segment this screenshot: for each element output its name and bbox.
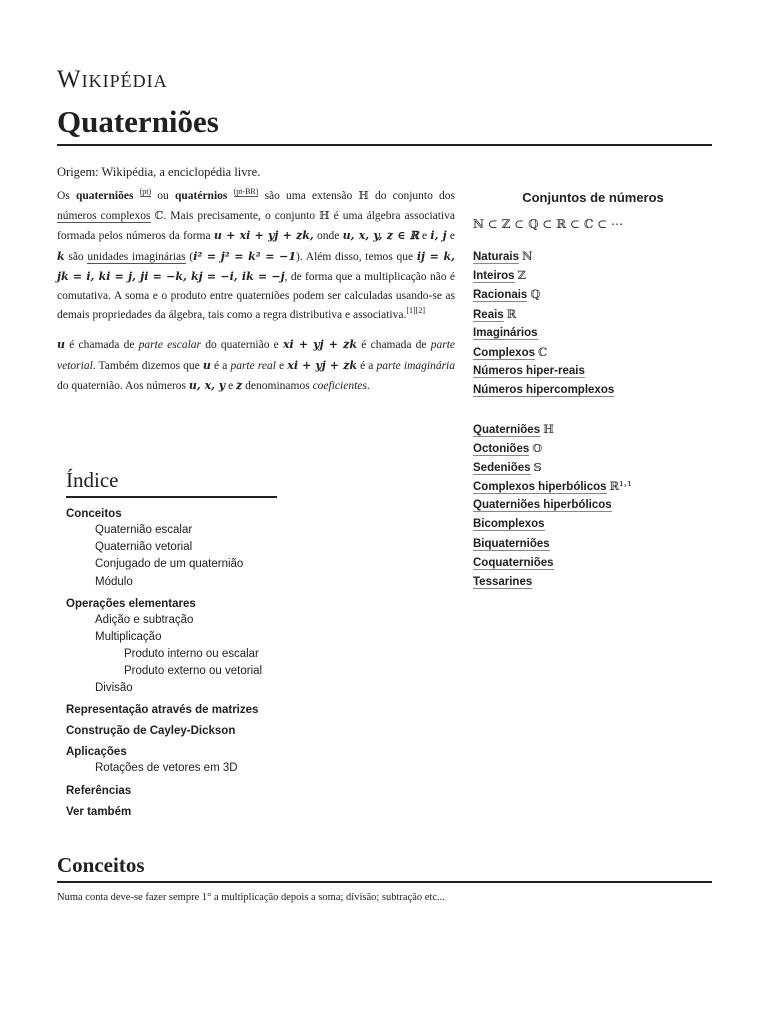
math-u: u (202, 358, 211, 372)
text: e (446, 230, 456, 243)
infobox-item-symbol: ℕ (522, 249, 533, 263)
toc-item-operacoes[interactable]: Operações elementares (66, 597, 196, 610)
text: é a (356, 359, 377, 372)
intro-paragraph-2 (57, 335, 455, 396)
math-u: u (57, 338, 65, 352)
infobox-item[interactable] (473, 496, 713, 515)
origin-note: Origem: Wikipédia, a enciclopédia livre. (57, 165, 261, 179)
toc-item-conceitos[interactable]: Conceitos (66, 508, 122, 520)
text: . Mais precisamente, o conjunto (163, 210, 320, 223)
term-coeficientes: coeficientes (312, 379, 367, 392)
text: é uma álgebra associativa formada pelos números da forma (57, 210, 455, 243)
infobox-item[interactable] (473, 573, 713, 592)
infobox-item-symbol: ℝ (506, 306, 517, 321)
math-coefficients-real: u, x, y, z ∈ ℝ (342, 229, 419, 243)
intro-paragraph-1 (57, 186, 455, 325)
link-unidades-imaginarias[interactable]: unidades imaginárias (87, 250, 186, 263)
math-products: ij = k, jk = i, ki = j, ji = −k, kj = −i, ik = −j (57, 249, 455, 283)
infobox-item-symbol: ℚ (530, 287, 541, 302)
infobox-item[interactable] (473, 554, 713, 573)
page-title: Quaterniões (57, 104, 712, 146)
section-text: Numa conta deve-se fazer sempre 1° a multiplicação depois a soma; divisão; subtração etc... (57, 892, 445, 903)
infobox-item[interactable] (473, 420, 713, 439)
toc-item-produto-externo[interactable]: Produto externo ou vetorial (124, 665, 263, 678)
infobox-item[interactable] (473, 458, 713, 477)
text: são uma extensão (258, 190, 359, 202)
infobox-item[interactable] (473, 362, 713, 381)
text: do quaternião e (201, 339, 283, 352)
infobox-item-symbol: ℂ (538, 344, 548, 359)
text: é a (210, 359, 231, 372)
toc-item-quaterniao-vetorial[interactable]: Quaternião vetorial (95, 541, 193, 554)
infobox-item[interactable] (473, 247, 713, 266)
infobox-item-label: Naturais (473, 251, 520, 263)
infobox-item[interactable] (473, 477, 713, 496)
text: são (64, 250, 88, 263)
infobox-item-label: Imaginários (473, 326, 538, 339)
infobox-item-label: Inteiros (473, 270, 515, 283)
text: e (275, 359, 288, 372)
text: ( (185, 250, 194, 263)
math-z: z (236, 378, 243, 392)
infobox-item[interactable] (473, 439, 713, 458)
toc-title: Índice (66, 468, 277, 498)
toc-item-adicao[interactable]: Adição e subtração (95, 613, 194, 626)
text: denominamos (242, 379, 313, 392)
math-quaternion-form: u + xi + yj + zk, (213, 229, 314, 243)
toc-item-ver-tambem[interactable]: Ver também (66, 805, 132, 818)
infobox-item-label: Números hiper-reais (473, 365, 585, 378)
text: . (366, 379, 370, 392)
math-H: ℍ (358, 189, 369, 202)
infobox-item-label: Quaterniões (473, 423, 541, 436)
infobox-item[interactable] (473, 381, 713, 400)
toc-item-aplicacoes[interactable]: Aplicações (66, 746, 127, 759)
intro-text (57, 186, 455, 406)
infobox-item-label: Coquaterniões (473, 556, 554, 569)
text: é chamada de (65, 339, 139, 352)
infobox-item-symbol: 𝕆 (532, 440, 543, 455)
term-parte-imaginaria: parte imaginária (376, 359, 456, 372)
infobox-item[interactable] (473, 324, 713, 343)
toc-list (66, 506, 277, 820)
infobox-item[interactable] (473, 285, 713, 304)
infobox-item-symbol: ℤ (517, 268, 526, 283)
section-heading-conceitos: Conceitos (57, 853, 712, 883)
infobox-item-label: Octoniões (473, 442, 530, 455)
infobox-item[interactable] (473, 266, 713, 285)
text: e (225, 379, 237, 392)
term-quaternios: quatérnios (174, 190, 228, 202)
term-quaternioes: quaterniões (75, 190, 134, 202)
infobox-item-symbol: ℍ (543, 421, 554, 436)
link-numeros-complexos[interactable]: números complexos (57, 210, 151, 223)
infobox-item-label: Quaterniões hiperbólicos (473, 499, 612, 512)
infobox-item-label: Reais (473, 308, 504, 321)
math-C: ℂ (154, 209, 164, 223)
text: do conjunto dos (368, 190, 455, 202)
infobox-item-label: Números hipercomplexos (473, 384, 615, 397)
wikipedia-logo[interactable]: Wikipédia (57, 66, 168, 93)
math-squares: i² = j² = k² = −1 (193, 249, 296, 263)
text: do quaternião. Aos números (57, 379, 189, 392)
infobox-title: Conjuntos de números (522, 190, 664, 205)
text: ). Além disso, temos que (296, 250, 417, 263)
infobox-item-label: Sedeniões (473, 461, 531, 474)
toc-item-referencias[interactable]: Referências (66, 784, 132, 797)
term-parte-vetorial: parte vetorial (57, 339, 455, 372)
toc-item-modulo[interactable]: Módulo (95, 575, 133, 588)
infobox-item-label: Complexos hiperbólicos (473, 481, 607, 494)
math-k: k (57, 249, 65, 263)
text: . Também dizemos que (92, 359, 203, 372)
infobox-item-label: Complexos (473, 346, 535, 359)
math-uxy: u, x, y (188, 378, 226, 392)
text: onde (313, 230, 343, 243)
term-parte-real: parte real (230, 359, 276, 372)
table-of-contents (66, 468, 277, 820)
infobox-list-classic (473, 247, 713, 401)
infobox-item-label: Tessarines (473, 576, 533, 588)
infobox-item[interactable] (473, 343, 713, 362)
text: ou (151, 190, 175, 202)
infobox-item-label: Biquaterniões (473, 537, 550, 550)
toc-item-multiplicacao[interactable]: Multiplicação (95, 631, 162, 644)
toc-item-quaterniao-escalar[interactable]: Quaternião escalar (95, 524, 193, 536)
math-vector-part: xi + yj + zk (287, 358, 357, 372)
infobox-item-label: Racionais (473, 289, 528, 302)
toc-item-rotacoes[interactable]: Rotações de vetores em 3D (95, 762, 238, 775)
infobox-item[interactable] (473, 515, 713, 534)
toc-item-matrizes[interactable]: Representação através de matrizes (66, 704, 259, 717)
set-inclusion-chain: ℕ ⊂ ℤ ⊂ ℚ ⊂ ℝ ⊂ ℂ ⊂ ⋯ (473, 217, 624, 231)
infobox-item-label: Bicomplexos (473, 518, 545, 531)
toc-item-divisao[interactable]: Divisão (95, 682, 133, 695)
pt-marker-link[interactable]: (pt) (139, 187, 152, 197)
infobox-item-symbol: 𝕊 (533, 459, 542, 474)
number-sets-infobox (473, 190, 713, 592)
text: , de forma que a multiplicação não é comutativa. A soma e o produto entre quaterniões podem ser calculadas usando-se as demais propriedades da álgebra, tais como a regra distributiva e associativa. (57, 270, 455, 322)
toc-item-cayley-dickson[interactable]: Construção de Cayley-Dickson (66, 725, 236, 738)
math-H: ℍ (319, 209, 330, 223)
math-ij: i, j (430, 229, 447, 243)
infobox-item[interactable] (473, 305, 713, 324)
text: e (418, 230, 431, 243)
pt-br-marker-link[interactable]: (pt-BR) (233, 187, 259, 197)
reference-links[interactable]: [1][2] (406, 306, 425, 316)
text: é chamada de (357, 339, 431, 352)
toc-item-produto-interno[interactable]: Produto interno ou escalar (124, 648, 259, 661)
math-vector-part: xi + yj + zk (282, 338, 358, 352)
term-parte-escalar: parte escalar (138, 339, 201, 352)
infobox-item[interactable] (473, 535, 713, 554)
infobox-list-hypercomplex (473, 420, 713, 593)
toc-item-conjugado[interactable]: Conjugado de um quaternião (95, 558, 244, 571)
text: Os (57, 190, 76, 202)
infobox-item-symbol: ℝ¹˒¹ (609, 479, 632, 494)
